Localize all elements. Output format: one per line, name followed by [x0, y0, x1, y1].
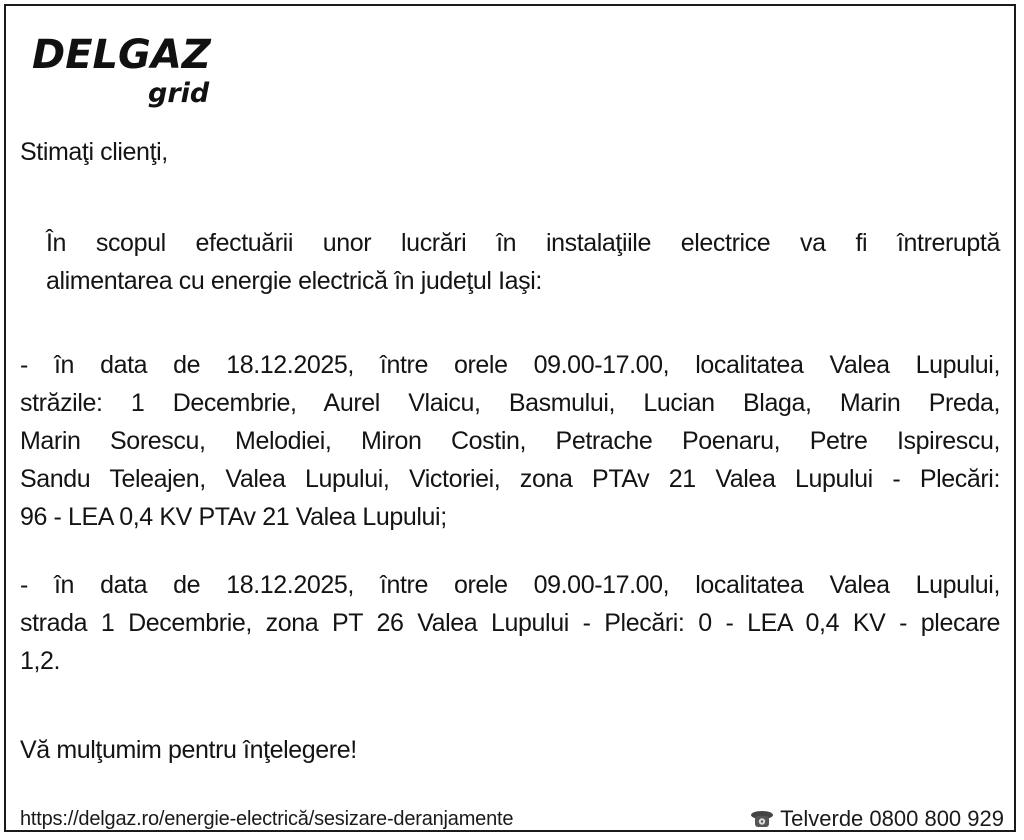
item-line: - în data de 18.12.2025, între orele 09.00-17.00, localitatea Valea Lupului, — [20, 351, 1000, 379]
item-line: Sandu Teleajen, Valea Lupului, Victoriei, zona PTAv 21 Valea Lupului - Plecări: — [20, 465, 1000, 493]
greeting: Stimaţi clienţi, — [20, 138, 168, 166]
intro-paragraph — [20, 224, 1000, 300]
item-line: - în data de 18.12.2025, între orele 09.00-17.00, localitatea Valea Lupului, — [20, 571, 1000, 599]
outage-item-1 — [20, 346, 1000, 536]
footer — [20, 804, 1004, 834]
hotline-number[interactable]: Telverde 0800 800 929 — [780, 806, 1004, 831]
hotline — [750, 806, 1004, 832]
outage-item-2 — [20, 566, 1000, 680]
intro-line: alimentarea cu energie electrică în judeţul Iaşi: — [46, 267, 542, 295]
item-line: 96 - LEA 0,4 KV PTAv 21 Valea Lupului; — [20, 503, 447, 531]
item-line: strada 1 Decembrie, zona PT 26 Valea Lupului - Plecări: 0 - LEA 0,4 KV - plecare — [20, 609, 1000, 637]
item-line: Marin Sorescu, Melodiei, Miron Costin, Petrache Poenaru, Petre Ispirescu, — [20, 427, 1000, 455]
item-line: străzile: 1 Decembrie, Aurel Vlaicu, Basmului, Lucian Blaga, Marin Preda, — [20, 389, 1000, 417]
item-line: 1,2. — [20, 647, 61, 675]
support-url[interactable]: https://delgaz.ro/energie-electrică/sesizare-deranjamente — [20, 807, 514, 830]
intro-line: În scopul efectuării unor lucrări în instalaţiile electrice va fi întreruptă — [46, 229, 1000, 257]
thanks-message: Vă mulţumim pentru înţelegere! — [20, 736, 357, 764]
delgaz-grid-logo — [30, 30, 230, 110]
telephone-icon — [750, 809, 774, 829]
logo-brand: DELGAZ — [32, 32, 211, 78]
outage-notice — [4, 4, 1016, 832]
logo-sub: grid — [148, 78, 210, 109]
